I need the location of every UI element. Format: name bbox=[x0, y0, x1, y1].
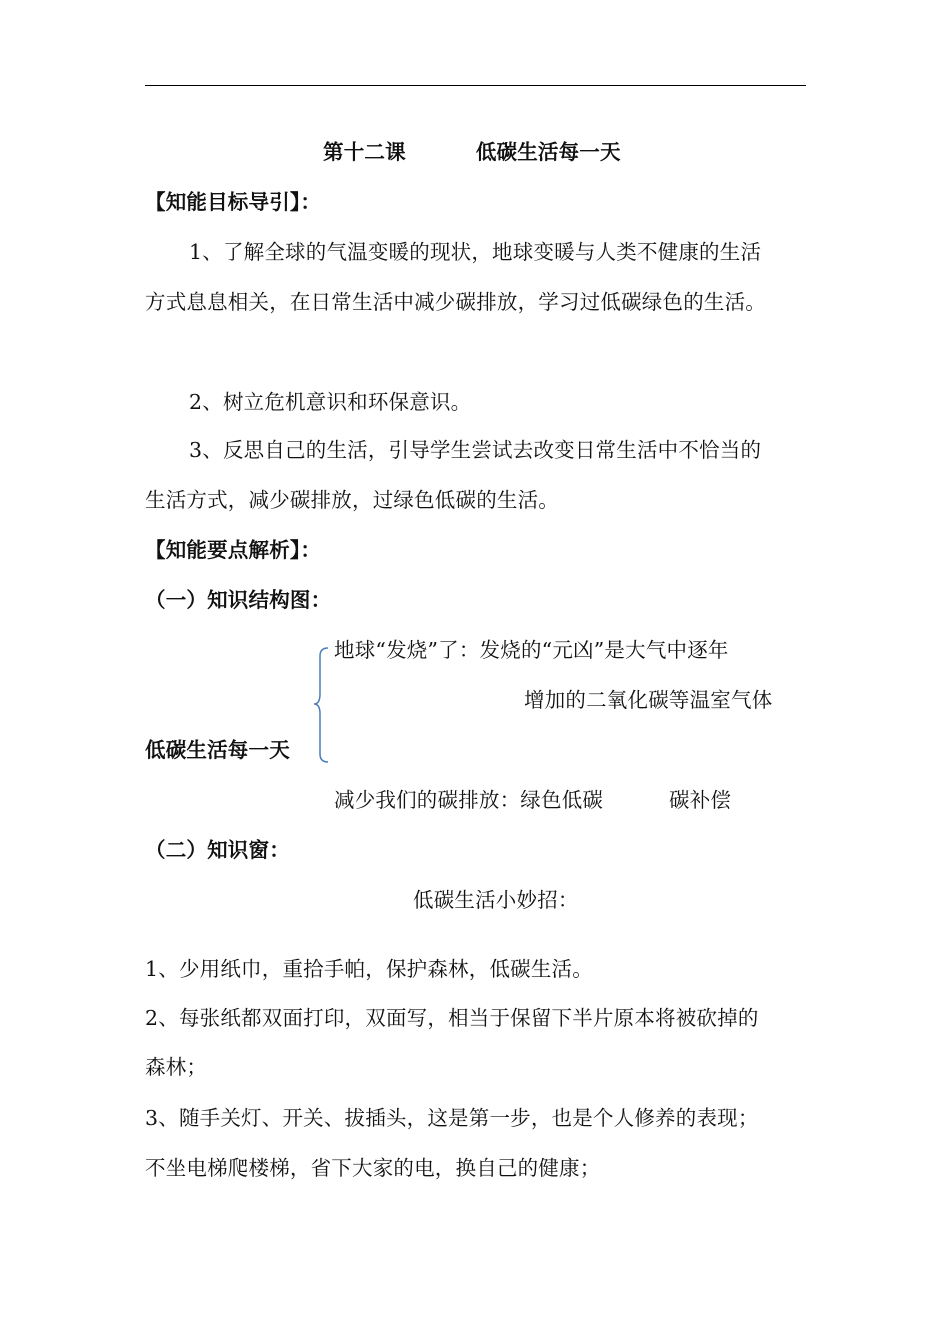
lesson-title bbox=[323, 138, 621, 166]
structure-branch-1-line-2: 增加的二氧化碳等温室气体 bbox=[524, 688, 773, 712]
structure-branch-2-part-1: 减少我们的碳排放：绿色低碳 bbox=[334, 788, 604, 812]
knowledge-window-heading: （二）知识窗： bbox=[145, 838, 290, 862]
goal-line: 方式息息相关，在日常生活中减少碳排放，学习过低碳绿色的生活。 bbox=[145, 290, 766, 314]
goal-line: 3、反思自己的生活，引导学生尝试去改变日常生活中不恰当的 bbox=[189, 438, 762, 462]
goal-line: 生活方式，减少碳排放，过绿色低碳的生活。 bbox=[145, 488, 559, 512]
structure-branch-2-part-2: 碳补偿 bbox=[669, 788, 732, 812]
structure-root: 低碳生活每一天 bbox=[145, 738, 290, 762]
tips-title: 低碳生活小妙招： bbox=[413, 888, 579, 912]
lesson-name: 低碳生活每一天 bbox=[475, 140, 621, 164]
tip-line: 3、随手关灯、开关、拔插头，这是第一步，也是个人修养的表现； bbox=[145, 1106, 759, 1130]
goals-heading: 【知能目标导引】： bbox=[145, 190, 322, 214]
tip-line: 森林； bbox=[145, 1055, 208, 1079]
lesson-number: 第十二课 bbox=[323, 140, 406, 164]
goal-line: 2、树立危机意识和环保意识。 bbox=[189, 390, 472, 414]
header-rule bbox=[145, 85, 806, 86]
tip-line: 不坐电梯爬楼梯，省下大家的电，换自己的健康； bbox=[145, 1156, 601, 1180]
structure-heading: （一）知识结构图： bbox=[145, 588, 332, 612]
goal-line: 1、了解全球的气温变暖的现状，地球变暖与人类不健康的生活 bbox=[189, 240, 762, 264]
structure-brace bbox=[312, 646, 332, 764]
structure-branch-1-line-1: 地球“发烧”了：发烧的“元凶”是大气中逐年 bbox=[334, 638, 729, 662]
tip-line: 1、少用纸巾，重拾手帕，保护森林，低碳生活。 bbox=[145, 957, 593, 981]
points-heading: 【知能要点解析】： bbox=[145, 538, 322, 562]
tip-line: 2、每张纸都双面打印，双面写，相当于保留下半片原本将被砍掉的 bbox=[145, 1006, 759, 1030]
